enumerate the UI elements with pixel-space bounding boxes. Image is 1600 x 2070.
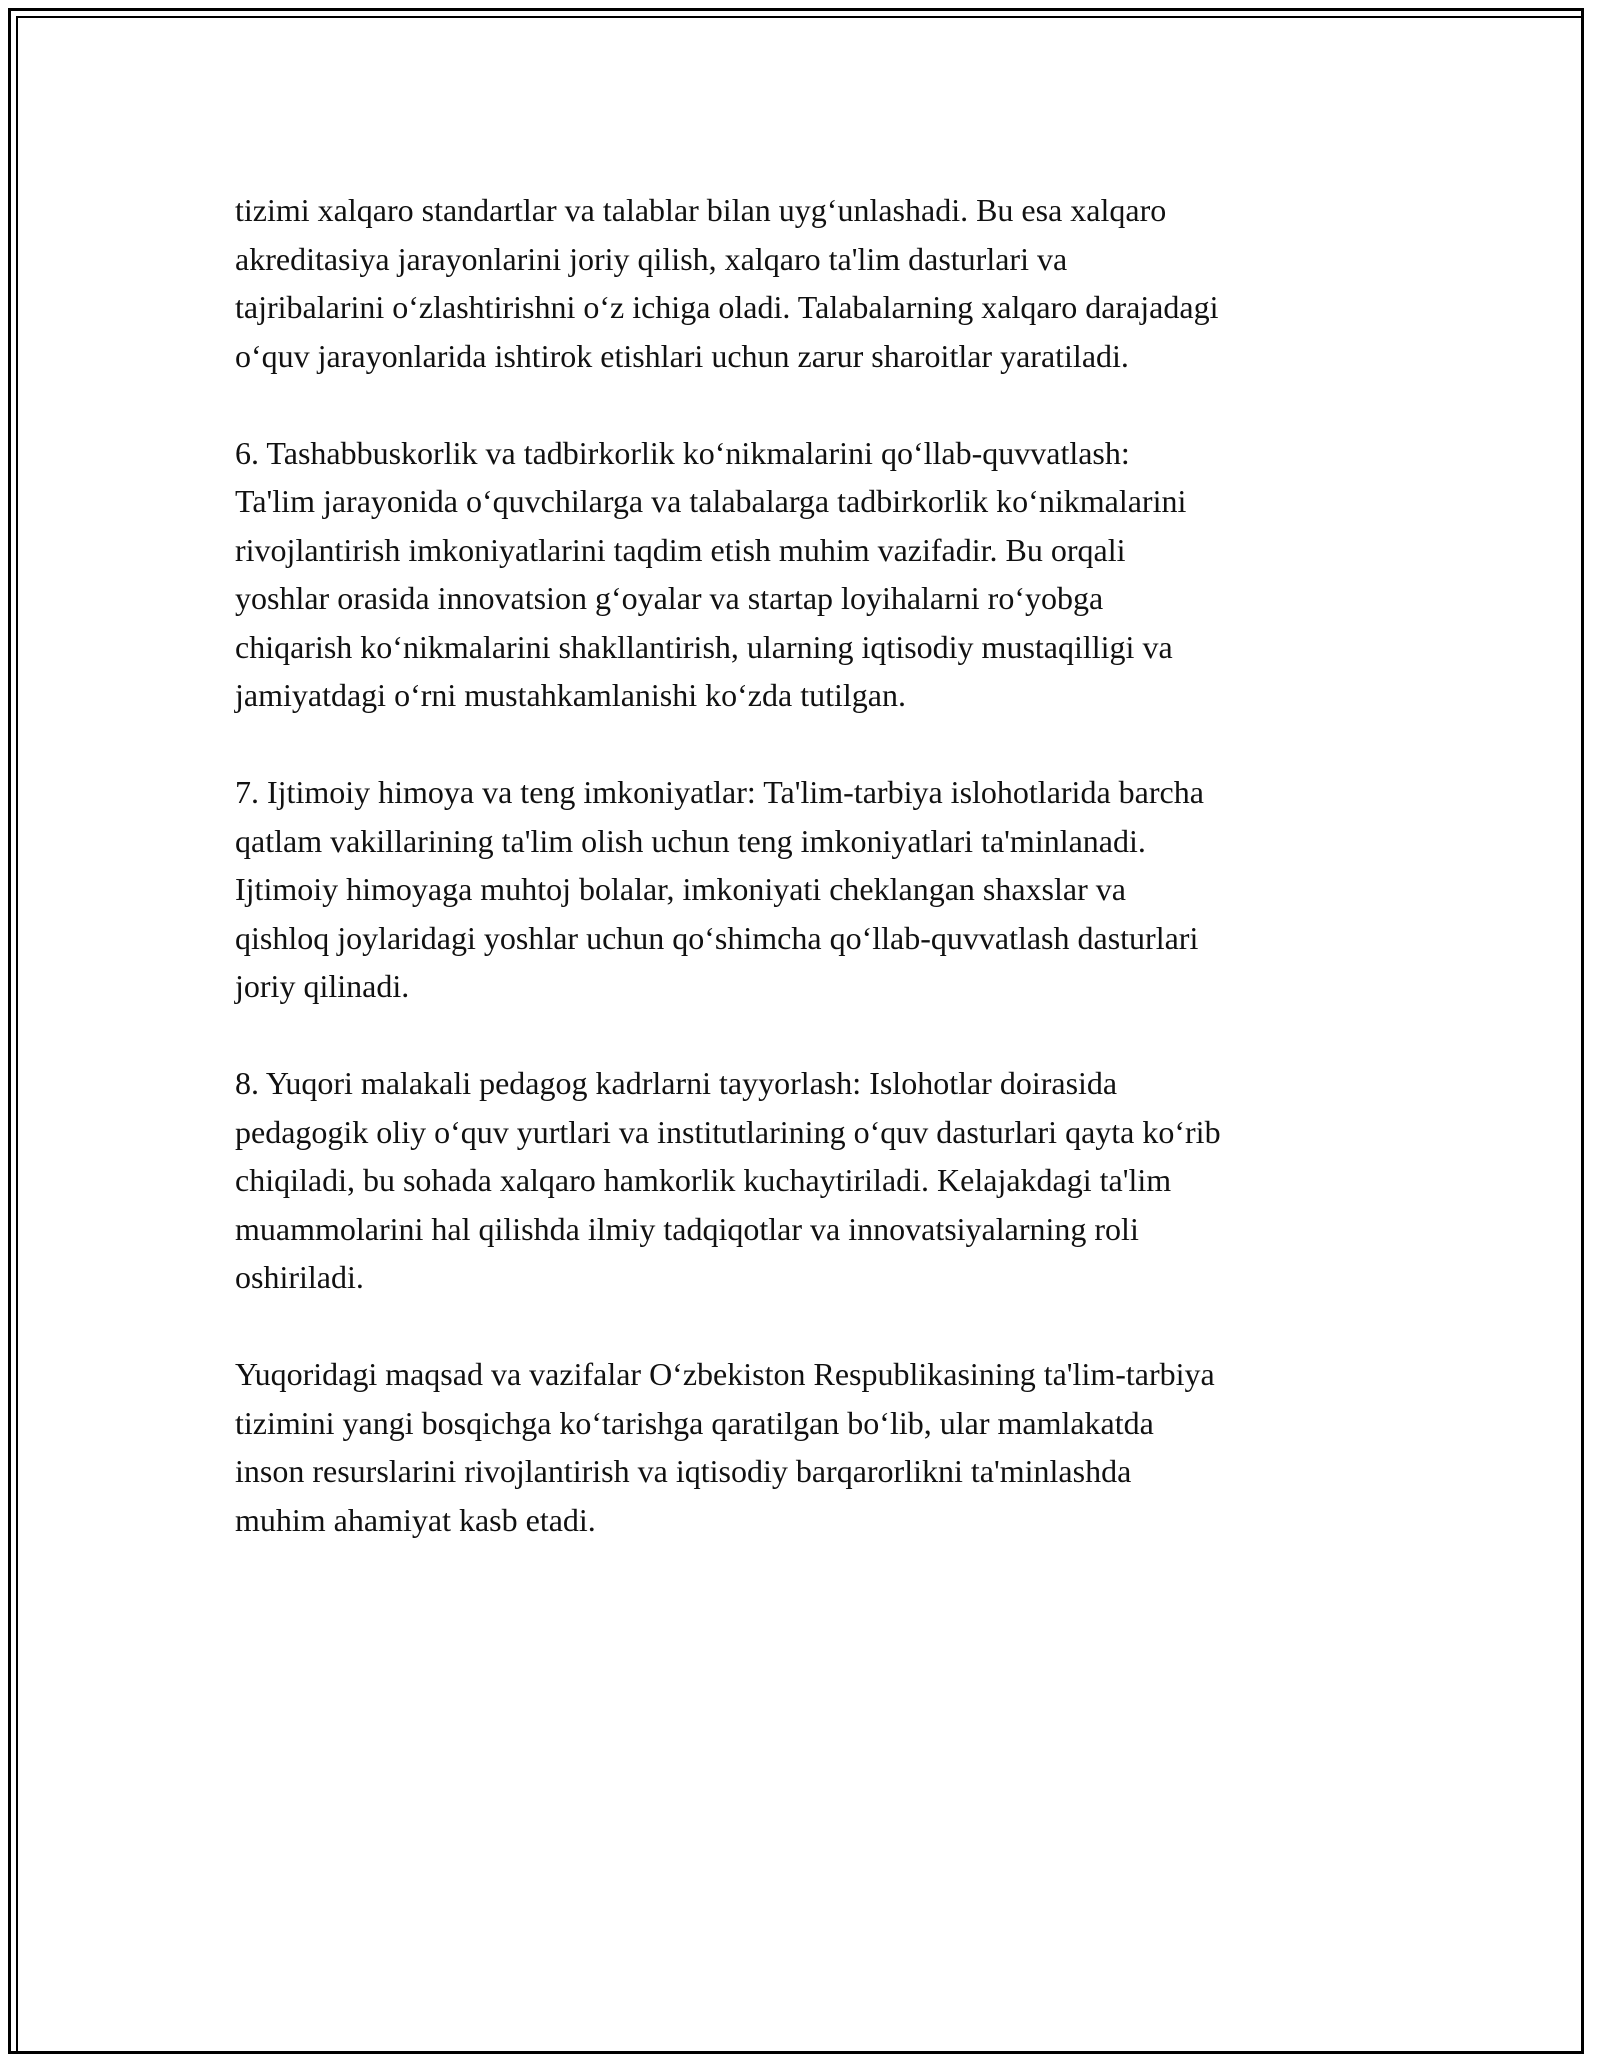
text-line: tizimini yangi bosqichga ko‘tarishga qaratilgan bo‘lib, ular mamlakatda: [235, 1404, 1154, 1441]
paragraph-intro-continuation: [235, 186, 1375, 380]
text-line: Ijtimoiy himoyaga muhtoj bolalar, imkoniyati cheklangan shaxslar va: [235, 871, 1126, 907]
text-line: tizimi xalqaro standartlar va talablar bilan uyg‘unlashadi. Bu esa xalqaro: [235, 192, 1167, 228]
text-line: chiqiladi, bu sohada xalqaro hamkorlik kuchaytiriladi. Kelajakdagi ta'lim: [235, 1162, 1172, 1198]
text-line: oshiriladi.: [235, 1259, 364, 1295]
text-line: yoshlar orasida innovatsion g‘oyalar va startap loyihalarni ro‘yobga: [235, 580, 1104, 616]
text-line: qatlam vakillarining ta'lim olish uchun teng imkoniyatlari ta'minlanadi.: [235, 822, 1146, 859]
paragraph-item-6: [235, 429, 1375, 720]
text-line: o‘quv jarayonlarida ishtirok etishlari uchun zarur sharoitlar yaratiladi.: [235, 337, 1129, 374]
text-line: jamiyatdagi o‘rni mustahkamlanishi ko‘zda tutilgan.: [235, 677, 906, 713]
text-line: qishloq joylaridagi yoshlar uchun qo‘shimcha qo‘llab-quvvatlash dasturlari: [235, 919, 1199, 956]
text-line: inson resurslarini rivojlantirish va iqtisodiy barqarorlikni ta'minlashda: [235, 1453, 1132, 1489]
text-line: chiqarish ko‘nikmalarini shakllantirish, ularning iqtisodiy mustaqilligi va: [235, 628, 1173, 665]
text-line: joriy qilinadi.: [235, 968, 410, 1004]
text-line: akreditasiya jarayonlarini joriy qilish, xalqaro ta'lim dasturlari va: [235, 240, 1068, 277]
text-line: muammolarini hal qilishda ilmiy tadqiqotlar va innovatsiyalarning roli: [235, 1210, 1139, 1247]
document-body: [235, 186, 1375, 1593]
text-line: 8. Yuqori malakali pedagog kadrlarni tayyorlash: Islohotlar doirasida: [235, 1065, 1118, 1101]
paragraph-item-8: [235, 1059, 1375, 1302]
text-line: rivojlantirish imkoniyatlarini taqdim etish muhim vazifadir. Bu orqali: [235, 531, 1126, 568]
text-line: muhim ahamiyat kasb etadi.: [235, 1501, 596, 1538]
paragraph-conclusion: [235, 1350, 1375, 1544]
paragraph-item-7: [235, 768, 1375, 1011]
text-line: Yuqoridagi maqsad va vazifalar O‘zbekiston Respublikasining ta'lim-tarbiya: [235, 1356, 1215, 1392]
text-line: 7. Ijtimoiy himoya va teng imkoniyatlar: Ta'lim-tarbiya islohotlarida barcha: [235, 774, 1204, 810]
text-line: 6. Tashabbuskorlik va tadbirkorlik ko‘nikmalarini qo‘llab-quvvatlash:: [235, 434, 1130, 471]
text-line: pedagogik oliy o‘quv yurtlari va institutlarining o‘quv dasturlari qayta ko‘rib: [235, 1113, 1221, 1150]
text-line: Ta'lim jarayonida o‘quvchilarga va talabalarga tadbirkorlik ko‘nikmalarini: [235, 483, 1187, 519]
text-line: tajribalarini o‘zlashtirishni o‘z ichiga oladi. Talabalarning xalqaro darajadagi: [235, 289, 1219, 325]
